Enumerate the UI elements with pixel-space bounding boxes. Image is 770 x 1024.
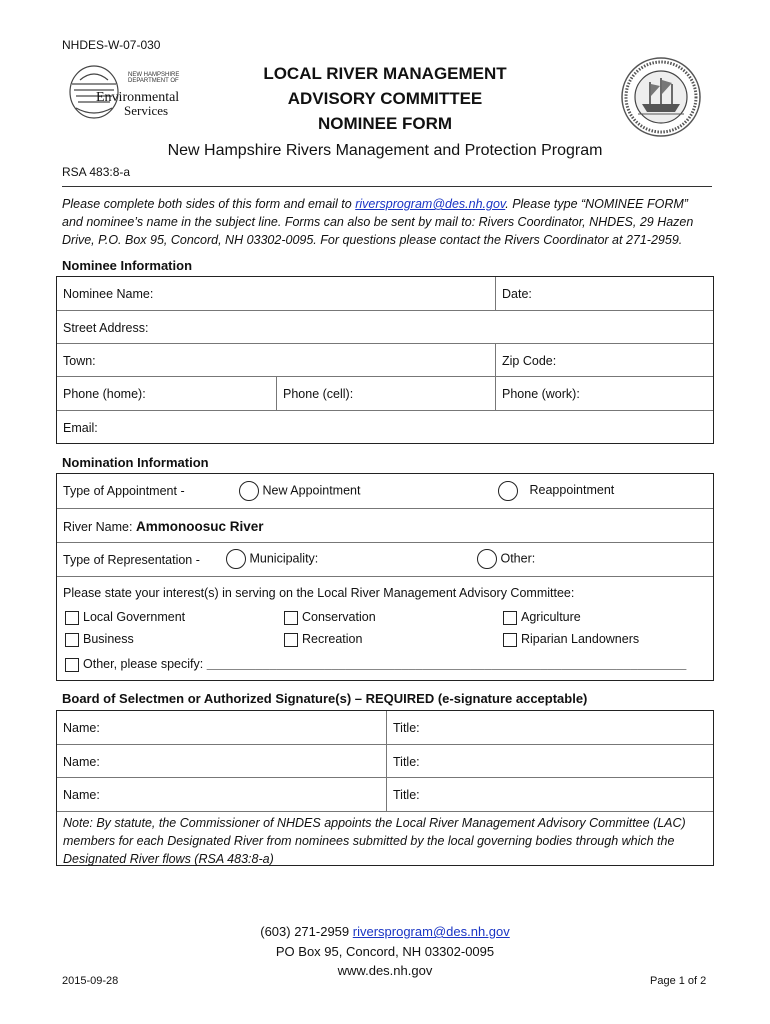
- interest-business[interactable]: Business: [65, 632, 134, 647]
- email-field[interactable]: Email:: [63, 421, 98, 435]
- river-name-row: [57, 509, 713, 543]
- zip-code-field[interactable]: Zip Code:: [495, 344, 713, 376]
- statute-note: Note: By statute, the Commissioner of NHDES appoints the Local River Management Advisory Committee (LAC) members for each Designated River from nominees submitted by the local governing bodies through which the Designated River flows (RSA 483:8-a): [63, 816, 686, 866]
- town-field[interactable]: Town:: [63, 354, 96, 368]
- street-row: [57, 311, 713, 344]
- appointment-type-label: Type of Appointment -: [63, 484, 185, 498]
- footer-contact: [160, 922, 610, 981]
- revision-date: 2015-09-28: [62, 975, 119, 987]
- signature-name-2[interactable]: Name:: [63, 755, 100, 769]
- appointment-row: [57, 474, 713, 509]
- town-row: [57, 344, 713, 377]
- new-appointment-radio[interactable]: [239, 481, 259, 501]
- municipality-option[interactable]: Municipality:: [226, 549, 318, 569]
- representation-row: [57, 543, 713, 577]
- interest-riparian-landowners[interactable]: Riparian Landowners: [503, 632, 639, 647]
- program-subtitle: New Hampshire Rivers Management and Protection Program: [167, 142, 603, 159]
- signature-title-1[interactable]: Title:: [386, 711, 713, 744]
- interest-agriculture[interactable]: Agriculture: [503, 610, 581, 625]
- other-interest-line[interactable]: _____________________________________________________________________: [206, 657, 687, 671]
- nomination-info-box: [56, 473, 714, 681]
- conservation-checkbox[interactable]: [284, 611, 298, 625]
- signature-row-3: [57, 778, 713, 812]
- reappointment-option[interactable]: Reappointment: [498, 481, 614, 501]
- footer-website[interactable]: www.des.nh.gov: [337, 963, 433, 978]
- seal-icon: [620, 56, 702, 138]
- signature-name-3[interactable]: Name:: [63, 788, 100, 802]
- header-divider: [62, 186, 712, 187]
- email-row: [57, 411, 713, 443]
- page-number: Page 1 of 2: [650, 975, 707, 987]
- business-checkbox[interactable]: [65, 633, 79, 647]
- instructions-email-link[interactable]: riversprogram@des.nh.gov: [355, 197, 506, 211]
- river-name-label: River Name:: [63, 520, 133, 534]
- street-address-field[interactable]: Street Address:: [63, 321, 149, 335]
- signature-title-2[interactable]: Title:: [386, 745, 713, 777]
- representation-type-label: Type of Representation -: [63, 553, 200, 567]
- rsa-reference: RSA 483:8-a: [62, 165, 131, 179]
- phone-home-field[interactable]: Phone (home):: [63, 387, 146, 401]
- river-name-value[interactable]: Ammonoosuc River: [135, 519, 264, 534]
- nominee-section-heading: Nominee Information: [62, 258, 193, 273]
- footer-address: PO Box 95, Concord, NH 03302-0095: [275, 943, 495, 959]
- nhdes-logo: [66, 62, 196, 124]
- logo-services-text: Services: [124, 103, 169, 118]
- interest-other[interactable]: Other, please specify: _____________________________________________________________________: [65, 657, 686, 672]
- other-representation-radio[interactable]: [477, 549, 497, 569]
- municipality-radio[interactable]: [226, 549, 246, 569]
- other-interest-checkbox[interactable]: [65, 658, 79, 672]
- signature-row-1: [57, 711, 713, 745]
- footer-phone: (603) 271-2959: [260, 924, 350, 939]
- interest-prompt: Please state your interest(s) in serving on the Local River Management Advisory Committee:: [63, 586, 575, 600]
- statute-note-row: [57, 812, 713, 865]
- signature-row-2: [57, 745, 713, 778]
- instructions: Please complete both sides of this form and email to riversprogram@des.nh.gov. Please type “NOMINEE FORM” and nominee’s name in the subject line. Forms can also be sent by mail to: Rivers Coordinator, NHDES, 29 Hazen Drive, P.O. Box 95, Concord, NH 03302-0095. For questions please contact the Rivers Coordinator at 271-2959.: [62, 197, 694, 247]
- date-field[interactable]: Date:: [495, 277, 713, 310]
- phone-cell-field[interactable]: Phone (cell):: [276, 377, 495, 410]
- local-government-checkbox[interactable]: [65, 611, 79, 625]
- reappointment-radio[interactable]: [498, 481, 518, 501]
- riparian-landowners-checkbox[interactable]: [503, 633, 517, 647]
- nominee-info-box: [56, 276, 714, 444]
- logo-small-text: NEW HAMPSHIRE DEPARTMENT OF: [128, 72, 180, 84]
- footer-email-link[interactable]: riversprogram@des.nh.gov: [352, 924, 510, 939]
- interests-area: [57, 577, 713, 680]
- interest-recreation[interactable]: Recreation: [284, 632, 362, 647]
- agriculture-checkbox[interactable]: [503, 611, 517, 625]
- recreation-checkbox[interactable]: [284, 633, 298, 647]
- other-representation-option[interactable]: Other:: [477, 549, 535, 569]
- state-seal: [620, 56, 702, 138]
- interest-conservation[interactable]: Conservation: [284, 610, 376, 625]
- document-id: NHDES-W-07-030: [62, 38, 161, 52]
- interest-local-government[interactable]: Local Government: [65, 610, 185, 625]
- signature-section-heading: Board of Selectmen or Authorized Signature(s) – REQUIRED (e-signature acceptable): [62, 691, 588, 706]
- phone-row: [57, 377, 713, 411]
- phone-work-field[interactable]: Phone (work):: [495, 377, 713, 410]
- nominee-name-field[interactable]: Nominee Name:: [63, 287, 154, 301]
- new-appointment-option[interactable]: New Appointment: [239, 481, 360, 501]
- nomination-section-heading: Nomination Information: [62, 455, 209, 470]
- nominee-name-row: [57, 277, 713, 311]
- form-title: LOCAL RIVER MANAGEMENT ADVISORY COMMITTEE NOMINEE FORM: [263, 64, 507, 133]
- signature-name-1[interactable]: Name:: [63, 721, 100, 735]
- signature-title-3[interactable]: Title:: [386, 778, 713, 811]
- signature-box: [56, 710, 714, 866]
- logo-environmental-text: Environmental: [96, 90, 180, 105]
